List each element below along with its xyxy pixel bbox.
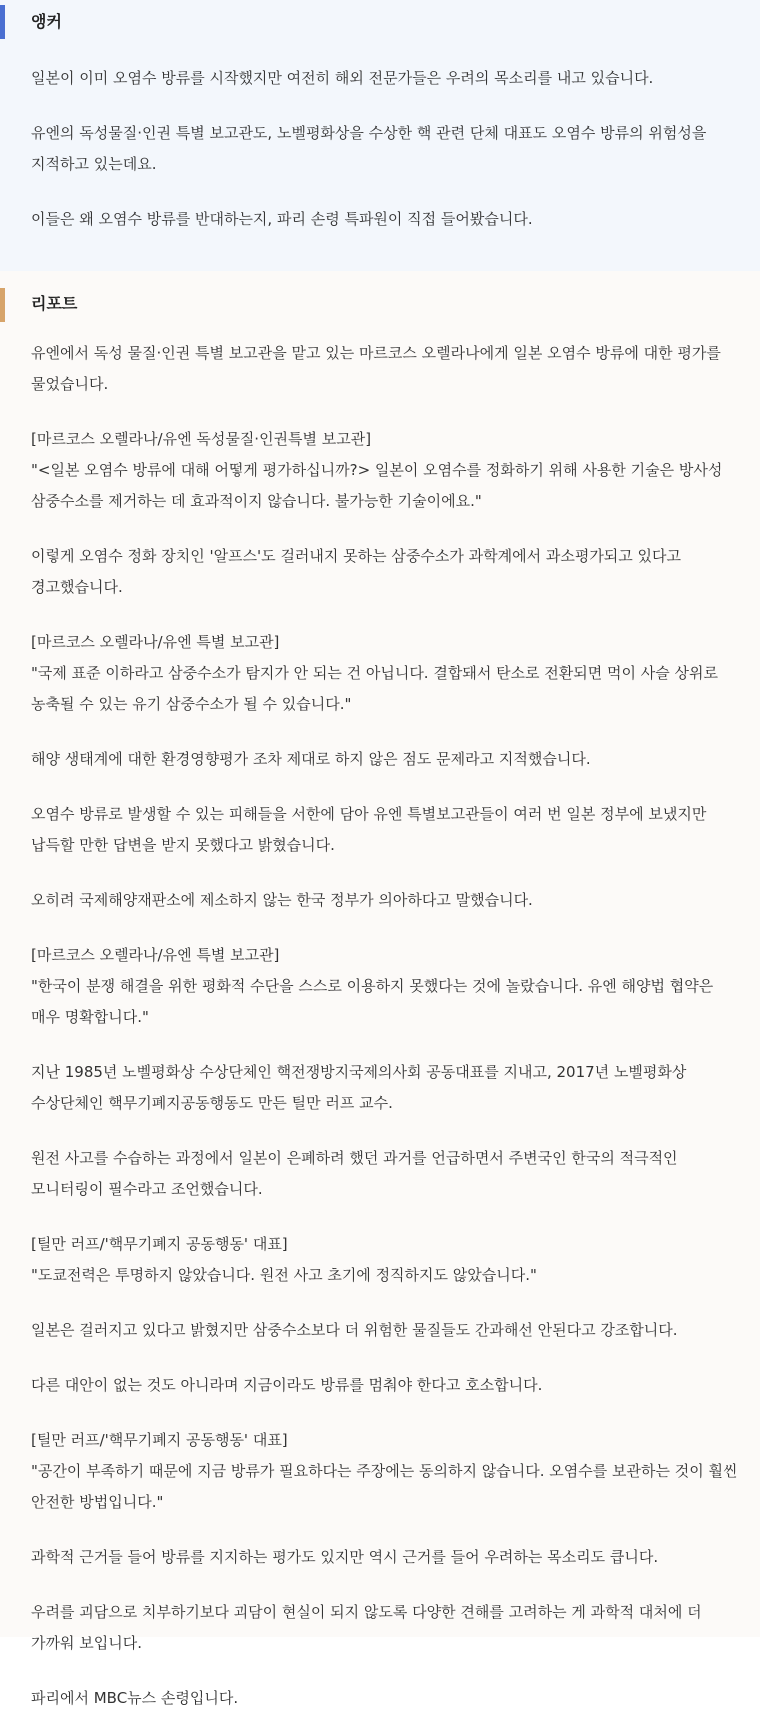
report-quote: [마르코스 오렐라나/유엔 특별 보고관] "한국이 분쟁 해결을 위한 평화적 수단을 스스로 이용하지 못했다는 것에 놀랐습니다. 유엔 해양법 협약은 매우 명확합니다." bbox=[31, 946, 714, 1026]
report-heading: 리포트 bbox=[31, 294, 78, 313]
report-paragraph: 이렇게 오염수 정화 장치인 '알프스'도 걸러내지 못하는 삼중수소가 과학계에서 과소평가되고 있다고 경고했습니다. bbox=[31, 547, 682, 596]
report-quote: [틸만 러프/'핵무기폐지 공동행동' 대표] "공간이 부족하기 때문에 지금 방류가 필요하다는 주장에는 동의하지 않습니다. 오염수를 보관하는 것이 훨씬 안전한 방법입니다." bbox=[31, 1431, 738, 1511]
report-paragraph: 해양 생태계에 대한 환경영향평가 조차 제대로 하지 않은 점도 문제라고 지적했습니다. bbox=[31, 750, 591, 768]
anchor-section bbox=[0, 0, 760, 271]
report-section bbox=[0, 271, 760, 1707]
report-paragraph: 일본은 걸러지고 있다고 밝혔지만 삼중수소보다 더 위험한 물질들도 간과해선 안된다고 강조합니다. bbox=[31, 1321, 678, 1339]
anchor-paragraph: 유엔의 독성물질·인권 특별 보고관도, 노벨평화상을 수상한 핵 관련 단체 대표도 오염수 방류의 위험성을 지적하고 있는데요. bbox=[31, 124, 707, 173]
report-paragraph: 오염수 방류로 발생할 수 있는 피해들을 서한에 담아 유엔 특별보고관들이 여러 번 일본 정부에 보냈지만 납득할 만한 답변을 받지 못했다고 밝혔습니다. bbox=[31, 805, 707, 854]
anchor-heading: 앵커 bbox=[31, 12, 62, 31]
report-quote: [틸만 러프/'핵무기폐지 공동행동' 대표] "도쿄전력은 투명하지 않았습니다. 원전 사고 초기에 정직하지도 않았습니다." bbox=[31, 1235, 537, 1284]
report-paragraph: 유엔에서 독성 물질·인권 특별 보고관을 맡고 있는 마르코스 오렐라나에게 일본 오염수 방류에 대한 평가를 물었습니다. bbox=[31, 344, 721, 393]
report-paragraph: 다른 대안이 없는 것도 아니라며 지금이라도 방류를 멈춰야 한다고 호소합니다. bbox=[31, 1376, 543, 1394]
report-paragraph: 지난 1985년 노벨평화상 수상단체인 핵전쟁방지국제의사회 공동대표를 지내고, 2017년 노벨평화상 수상단체인 핵무기폐지공동행동도 만든 틸만 러프 교수. bbox=[31, 1063, 687, 1112]
report-body bbox=[31, 338, 742, 1714]
report-quote: [마르코스 오렐라나/유엔 특별 보고관] "국제 표준 이하라고 삼중수소가 탐지가 안 되는 건 아닙니다. 결합돼서 탄소로 전환되면 먹이 사슬 상위로 농축될 수 있는 유기 삼중수소가 될 수 있습니다." bbox=[31, 633, 719, 713]
report-quote: [마르코스 오렐라나/유엔 독성물질·인권특별 보고관] "<일본 오염수 방류에 대해 어떻게 평가하십니까?> 일본이 오염수를 정화하기 위해 사용한 기술은 방사성 삼중수소를 제거하는 데 효과적이지 않습니다. 불가능한 기술이에요." bbox=[31, 430, 723, 510]
report-signoff: 파리에서 MBC뉴스 손령입니다. bbox=[31, 1689, 239, 1707]
report-paragraph: 오히려 국제해양재판소에 제소하지 않는 한국 정부가 의아하다고 말했습니다. bbox=[31, 891, 533, 909]
report-paragraph: 과학적 근거들 들어 방류를 지지하는 평가도 있지만 역시 근거를 들어 우려하는 목소리도 큽니다. bbox=[31, 1548, 659, 1566]
report-paragraph: 원전 사고를 수습하는 과정에서 일본이 은폐하려 했던 과거를 언급하면서 주변국인 한국의 적극적인 모니터링이 필수라고 조언했습니다. bbox=[31, 1149, 678, 1198]
anchor-paragraph: 이들은 왜 오염수 방류를 반대하는지, 파리 손령 특파원이 직접 들어봤습니다. bbox=[31, 210, 533, 228]
anchor-accent-bar bbox=[0, 5, 5, 39]
anchor-body bbox=[31, 63, 742, 235]
anchor-paragraph: 일본이 이미 오염수 방류를 시작했지만 여전히 해외 전문가들은 우려의 목소리를 내고 있습니다. bbox=[31, 69, 654, 87]
report-paragraph: 우려를 괴담으로 치부하기보다 괴담이 현실이 되지 않도록 다양한 견해를 고려하는 게 과학적 대처에 더 가까워 보입니다. bbox=[31, 1603, 702, 1652]
report-accent-bar bbox=[0, 288, 5, 322]
